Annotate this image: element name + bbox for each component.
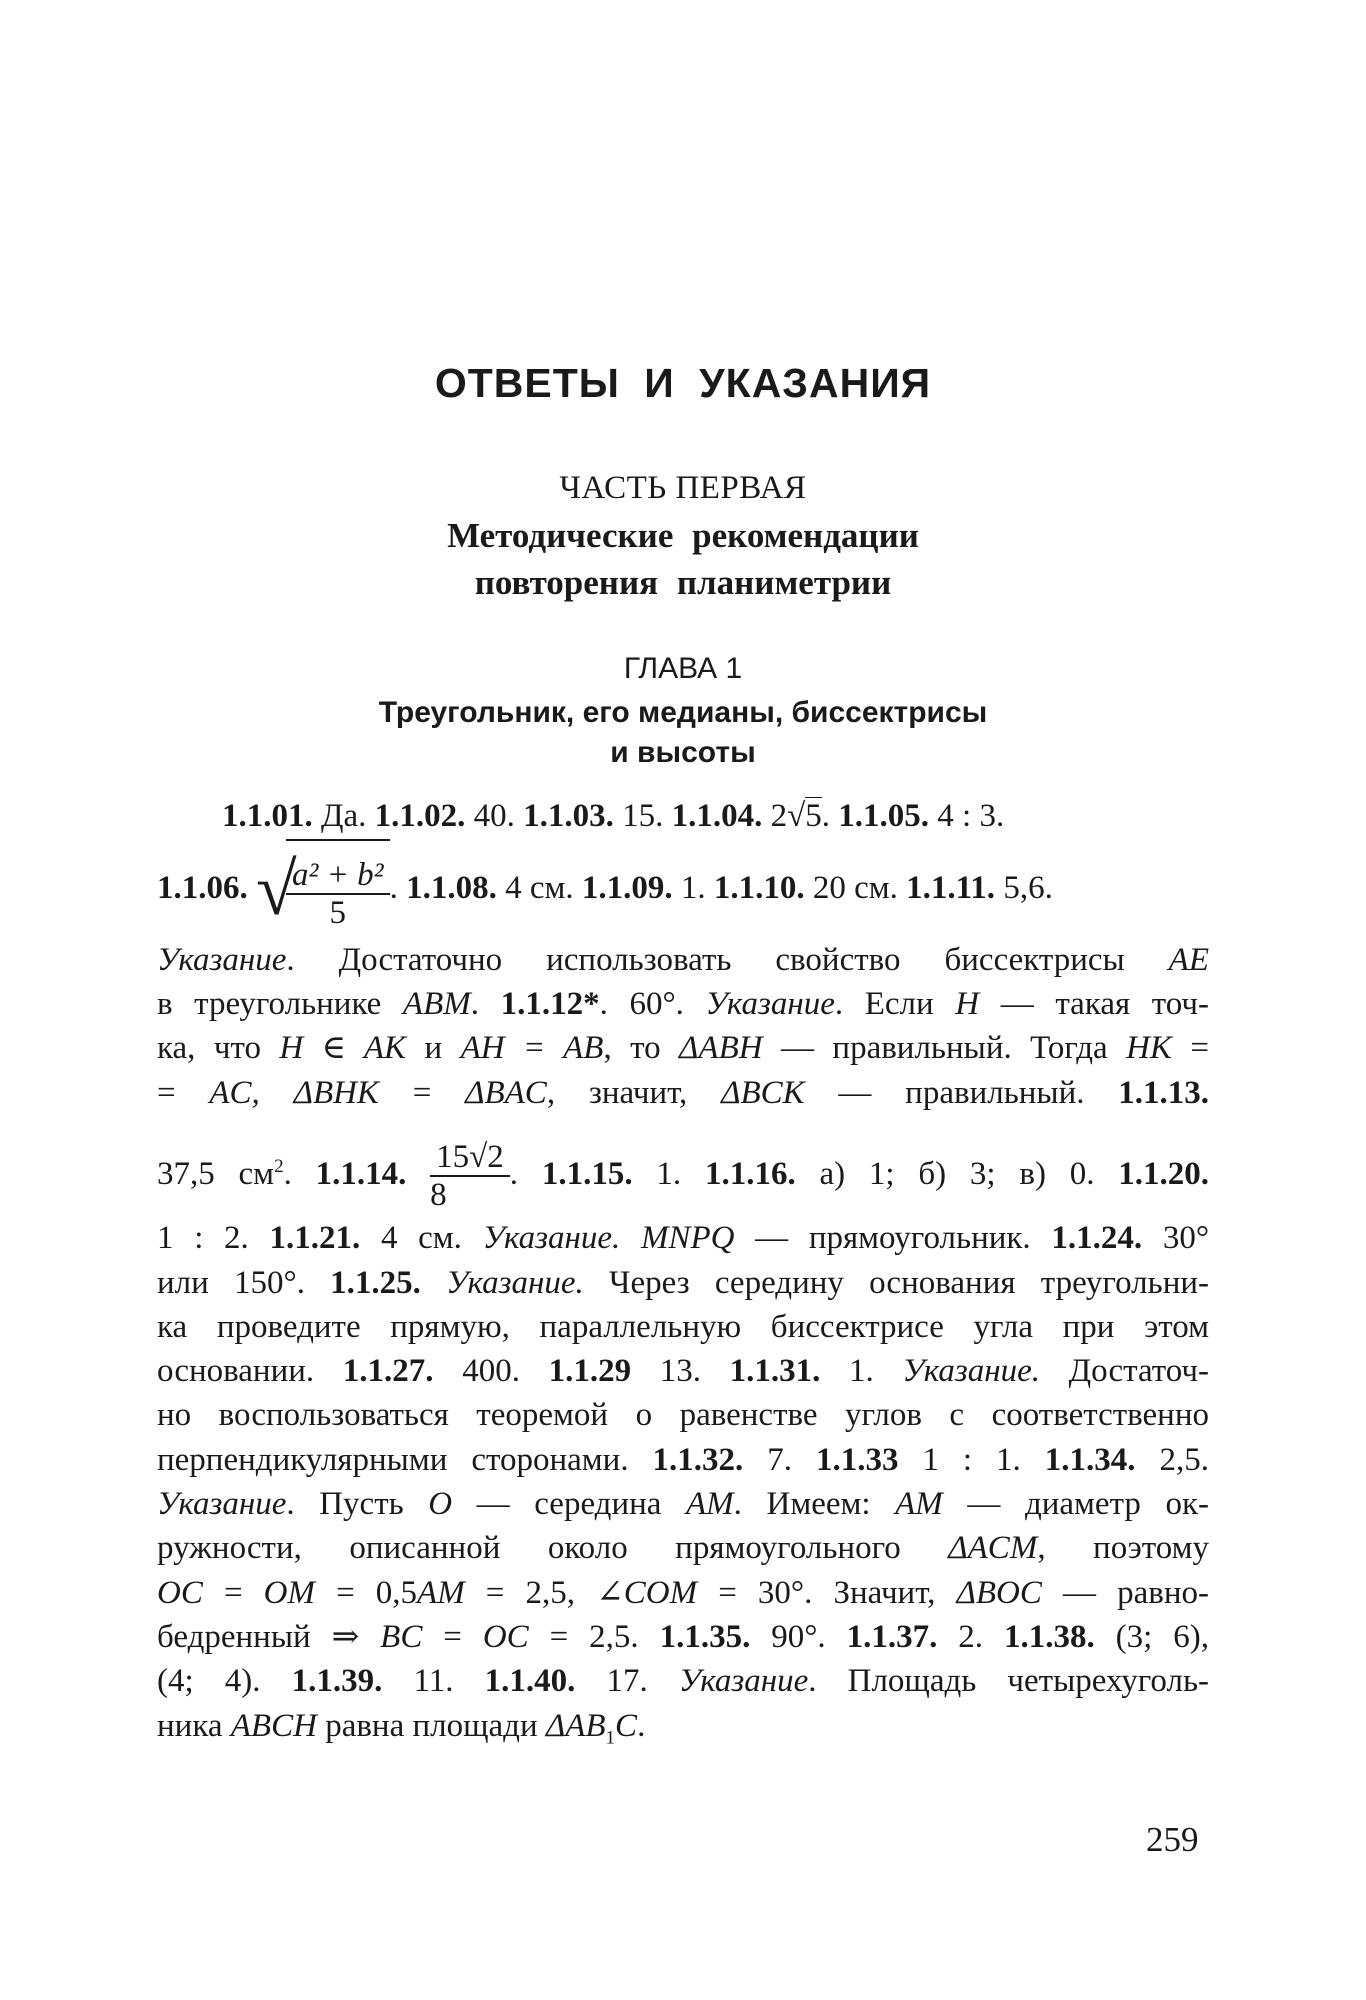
math-run: ΔBCK (721, 1075, 805, 1111)
hint-label: Указание (157, 1486, 287, 1522)
answer-num: 1.1.15. (541, 1156, 633, 1192)
text-line-17 (157, 1617, 1209, 1657)
hint-label: Указание. MNPQ (482, 1220, 735, 1256)
answer-num: 1.1.38. (1003, 1619, 1095, 1655)
text-run: 1 : 2. (157, 1220, 270, 1256)
answer-text: 15. (613, 798, 672, 834)
text-line-7 (157, 1122, 1209, 1212)
answer-num: 1.1.34. (1044, 1442, 1136, 1478)
text-run: . (283, 1156, 316, 1192)
answer-num: 1.1.37. (846, 1619, 938, 1655)
answer-line-1 (222, 796, 1209, 836)
math-run: ΔBAC (465, 1075, 547, 1111)
text-run: — середина (452, 1486, 686, 1522)
chapter-title (0, 693, 1366, 773)
text-line-6 (157, 1073, 1209, 1113)
answer-num: 1.1.10. (713, 870, 805, 906)
text-run: 1 : 1. (898, 1442, 1045, 1478)
fraction-numerator: a² + b² (286, 857, 390, 895)
answer-num: 1.1.02. (374, 798, 466, 834)
text-line-15 (157, 1528, 1209, 1568)
answer-num: 1.1.03. (523, 798, 614, 834)
fraction (286, 857, 390, 931)
text-run: , значит, (546, 1075, 722, 1111)
hint-label: Указание (705, 986, 835, 1022)
part-title-line-2: повторения планиметрии (474, 563, 892, 602)
text-run: 4 см. (360, 1220, 483, 1256)
answer-num: 1.1.29 (548, 1353, 632, 1389)
text-run: 7. (743, 1442, 816, 1478)
answer-num: 1.1.09. (581, 870, 673, 906)
math-run: ABCH (230, 1708, 317, 1744)
text-run: . Достаточно использовать свойство биссектрисы (286, 942, 1169, 978)
math-run: AC, ΔBHK (209, 1075, 379, 1111)
math-run: H ∈ AK (279, 1030, 407, 1066)
page-number: 259 (1146, 1820, 1199, 1859)
text-run: Через середину основания треугольни- (583, 1265, 1210, 1301)
math-run: OC (157, 1575, 203, 1611)
radical-sign: √ (256, 849, 297, 932)
text-run: 37,5 см (157, 1156, 275, 1192)
math-run: H (955, 986, 980, 1022)
answer-text: 4 см. (496, 870, 582, 906)
text-run: . (637, 1708, 646, 1744)
text-run: . 60°. (599, 986, 706, 1022)
text-run: 13. (631, 1353, 730, 1389)
text-run: = 0,5 (314, 1575, 418, 1611)
chapter-title-line-1: Треугольник, его медианы, биссектрисы (378, 696, 988, 729)
answer-num: 1.1.05. (838, 798, 930, 834)
text-run: 2. (937, 1619, 1004, 1655)
text-line-3 (157, 940, 1209, 980)
answer-num: 1.1.24. (1051, 1220, 1143, 1256)
text-line-9 (157, 1263, 1209, 1303)
text-run: ружности, описанной около прямоугольного (157, 1530, 949, 1566)
hint-label: Указание (157, 942, 287, 978)
part-label: ЧАСТЬ ПЕРВАЯ (559, 470, 807, 506)
radical-expression (256, 839, 390, 941)
text-run: 11. (382, 1663, 485, 1699)
text-run: ника (157, 1708, 231, 1744)
math-run: OC (482, 1619, 529, 1655)
text-run: = (1171, 1030, 1209, 1066)
math-run: ∠COM (596, 1575, 698, 1611)
hint-label: Указание (678, 1663, 809, 1699)
text-run: = (378, 1075, 466, 1111)
text-run: Достаточ- (1040, 1353, 1209, 1389)
answer-text: 5,6. (995, 870, 1053, 906)
radicand: 5 (805, 798, 822, 834)
text-run: — равно- (1041, 1575, 1209, 1611)
text-line-5 (157, 1028, 1209, 1068)
text-run: . (509, 1156, 542, 1192)
text-line-18 (157, 1661, 1209, 1701)
text-run: , то (603, 1030, 680, 1066)
text-line-13 (157, 1440, 1209, 1480)
answer-num: 1.1.04. (671, 798, 763, 834)
chapter-title-line-2: и высоты (610, 736, 756, 769)
hint-label: Указание. (446, 1265, 584, 1301)
text-run: . Пусть (286, 1486, 429, 1522)
text-run: (4; 4). (157, 1663, 292, 1699)
text-run: или 150°. (157, 1265, 331, 1301)
text-run: 30° (1142, 1220, 1210, 1256)
math-run: ΔABH (679, 1030, 763, 1066)
subscript: 1 (605, 1727, 616, 1749)
text-run: — правильный. (804, 1075, 1119, 1111)
text-run: равна площади (316, 1708, 546, 1744)
answer-text: 2 (762, 798, 788, 834)
text-line-19 (157, 1706, 1209, 1759)
text-run: ка, что (157, 1030, 280, 1066)
superscript: 2 (274, 1156, 284, 1177)
radicand (286, 839, 390, 941)
answer-num: 1.1.40. (484, 1663, 576, 1699)
math-run: AM (417, 1575, 465, 1611)
text-run: = (157, 1075, 210, 1111)
text-run: = (202, 1575, 264, 1611)
answer-num: 1.1.31. (729, 1353, 821, 1389)
answer-text: 20 см. (804, 870, 907, 906)
answer-num: 1.1.13. (1118, 1075, 1210, 1111)
text-line-4 (157, 984, 1209, 1024)
text-line-16 (157, 1573, 1209, 1613)
text-run: 2,5. (1135, 1442, 1209, 1478)
fraction-denominator: 5 (329, 894, 347, 931)
text-run: бедренный ⇒ (157, 1619, 381, 1655)
fraction-denominator: 8 (430, 1177, 447, 1214)
chapter-label: ГЛАВА 1 (623, 652, 743, 685)
text-run: 1. (632, 1156, 705, 1192)
math-run: O (428, 1486, 453, 1522)
answer-num: 1.1.25. (330, 1265, 421, 1301)
text-run: . (470, 986, 501, 1022)
text-run: — правильный. Тогда (762, 1030, 1127, 1066)
text-run: 400. (433, 1353, 549, 1389)
answer-num: 1.1.35. (659, 1619, 751, 1655)
math-run: ΔAB (545, 1708, 606, 1744)
text-run: 17. (575, 1663, 679, 1699)
text-run: = (422, 1619, 483, 1655)
text-line-12: но воспользоваться теоремой о равенстве углов с соответственно (157, 1397, 1209, 1433)
answer-num: 1.1.12* (500, 986, 600, 1022)
text-run: а) 1; б) 3; в) 0. (795, 1156, 1119, 1192)
fraction-numerator: 15√2 (430, 1139, 510, 1177)
answer-text: 1. (672, 870, 714, 906)
math-run: ΔBOC (956, 1575, 1042, 1611)
answer-num: 1.1.20. (1118, 1156, 1210, 1192)
text-run: . Имеем: (733, 1486, 896, 1522)
answer-text: 4 : 3. (929, 798, 1005, 834)
text-run: перпендикулярными сторонами. (157, 1442, 653, 1478)
text-line-10: ка проведите прямую, параллельную биссектрисе угла при этом (157, 1309, 1209, 1345)
answer-num: 1.1.39. (291, 1663, 383, 1699)
text-run: 90°. (750, 1619, 847, 1655)
answer-line-2 (157, 838, 1209, 938)
text-run: — прямоугольник. (734, 1220, 1052, 1256)
text-run: — диаметр ок- (942, 1486, 1209, 1522)
math-run: C (615, 1708, 638, 1744)
answer-text: . (821, 798, 839, 834)
math-run: AM (686, 1486, 734, 1522)
answer-num: 1.1.32. (652, 1442, 744, 1478)
radical-sign: √ (787, 798, 806, 834)
text-line-11 (157, 1351, 1209, 1391)
answer-num: 1.1.16. (704, 1156, 796, 1192)
math-run: HK (1126, 1030, 1172, 1066)
text-line-14 (157, 1484, 1209, 1524)
math-run: AM (895, 1486, 943, 1522)
text-run: основании. (157, 1353, 343, 1389)
math-run: ABM (402, 986, 471, 1022)
answer-num: 1.1.21. (269, 1220, 361, 1256)
math-run: OM (263, 1575, 315, 1611)
text-run: = 30°. Значит, (697, 1575, 957, 1611)
hint-label: Указание. (902, 1353, 1041, 1389)
answer-num: 1.1.33 (815, 1442, 899, 1478)
answer-num: 1.1.06. (157, 870, 248, 906)
text-run: (3; 6), (1094, 1619, 1209, 1655)
text-run: в треугольнике (157, 986, 403, 1022)
text-run: , поэтому (1037, 1530, 1209, 1566)
text-run: = 2,5, (464, 1575, 597, 1611)
text-run: = 2,5. (528, 1619, 660, 1655)
answer-num: 1.1.08. (406, 870, 497, 906)
answer-text: 40. (465, 798, 524, 834)
math-run: AE (1168, 942, 1209, 978)
text-run: 1. (820, 1353, 903, 1389)
answer-text: Да. (312, 798, 375, 834)
math-run: AH = AB (460, 1030, 604, 1066)
math-run: BC (380, 1619, 423, 1655)
answer-text: . (389, 870, 407, 906)
text-run: . Если (834, 986, 956, 1022)
text-run: и (406, 1030, 461, 1066)
text-run: — такая точ- (979, 986, 1209, 1022)
answer-num: 1.1.01. (222, 798, 313, 834)
part-title (0, 512, 1366, 606)
answer-num: 1.1.14. (315, 1156, 407, 1192)
text-run: . Площадь четырехуголь- (808, 1663, 1209, 1699)
answer-num: 1.1.11. (906, 870, 996, 906)
part-title-line-1: Методические рекомендации (447, 516, 919, 555)
text-line-8 (157, 1218, 1209, 1258)
fraction (430, 1139, 510, 1213)
section-heading: ОТВЕТЫ И УКАЗАНИЯ (434, 360, 932, 406)
math-run: ΔACM (948, 1530, 1038, 1566)
answer-num: 1.1.27. (342, 1353, 434, 1389)
text-run (421, 1265, 446, 1301)
